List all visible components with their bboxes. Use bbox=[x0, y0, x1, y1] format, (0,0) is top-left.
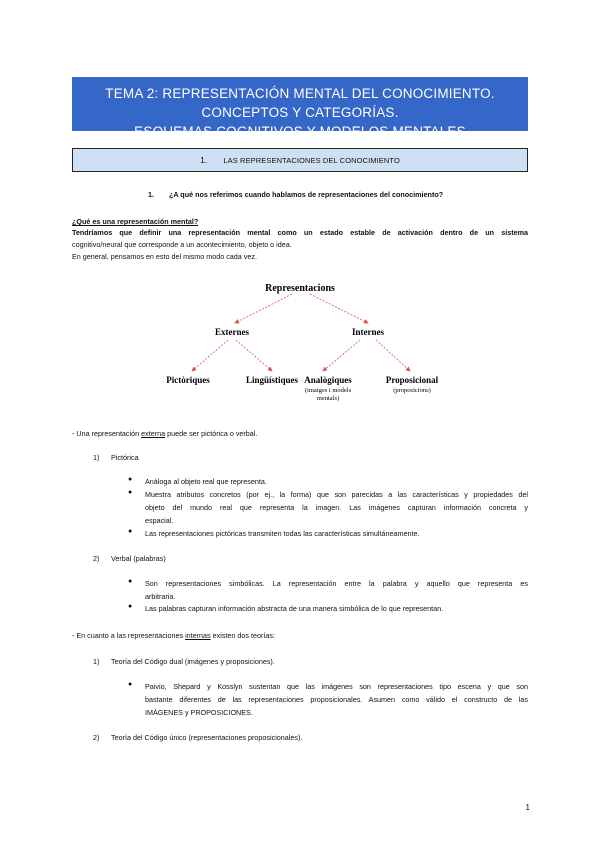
question-text: ¿A qué nos referimos cuando hablamos de representaciones del conocimiento? bbox=[169, 190, 444, 199]
title-line-1: TEMA 2: REPRESENTACIÓN MENTAL DEL CONOCIMIENTO. CONCEPTOS Y CATEGORÍAS. bbox=[105, 86, 495, 120]
diagram-pictoriques: Pictòriques bbox=[166, 375, 210, 385]
internas-line: - En cuanto a las representaciones internas existen dos teorías: bbox=[72, 631, 275, 640]
pictorica-bullet-2-cont: objeto del mundo real que representa la imagen. Las imágenes capturan información concreta y bbox=[145, 503, 528, 512]
paragraph-definition: Tendríamos que definir una representación mental como un estado estable de activación dentro de un sistema bbox=[72, 228, 528, 237]
verbal-bullet-1: Son representaciones simbólicas. La representación entre la palabra y aquello que representa es bbox=[145, 579, 528, 588]
pictorica-bullet-2: Muestra atributos concretos (por ej., la forma) que son parecidas a las características y propiedades del bbox=[145, 490, 528, 499]
document-title bbox=[72, 77, 528, 139]
pictorica-bullet-2-end: espacial. bbox=[145, 516, 174, 525]
arrow-externes-pictoriques bbox=[192, 340, 228, 371]
pictorica-label: Pictórica bbox=[111, 453, 139, 462]
verbal-bullet-1-cont: arbitraria. bbox=[145, 592, 176, 601]
question-number: 1. bbox=[148, 190, 154, 199]
dual-text-3: IMÁGENES y PROPOSICIONES. bbox=[145, 708, 253, 717]
section-header bbox=[72, 148, 528, 172]
subheading-representation: ¿Qué es una representación mental? bbox=[72, 217, 199, 226]
bullet-dot: ● bbox=[128, 603, 133, 610]
diagram-linguistiques: Lingüístiques bbox=[245, 375, 299, 385]
arrow-root-externes bbox=[235, 294, 292, 323]
bullet-dot: ● bbox=[128, 528, 133, 535]
verbal-number: 2) bbox=[93, 554, 100, 563]
dual-label: Teoría del Código dual (imágenes y proposiciones). bbox=[111, 657, 275, 666]
representations-diagram bbox=[150, 278, 450, 404]
diagram-proposicional-sub: (proposicions) bbox=[393, 387, 431, 394]
diagram-externes: Externes bbox=[215, 327, 249, 337]
dual-text-1: Paivio, Shepard y Kosslyn sustentan que las imágenes son representaciones tipo escena y que son bbox=[145, 682, 528, 691]
internas-word: internas bbox=[185, 631, 211, 640]
arrow-internes-proposicional bbox=[376, 340, 410, 371]
verbal-bullet-2: Las palabras capturan información abstracta de una manera simbólica de lo que representan. bbox=[145, 604, 444, 613]
bullet-dot: ● bbox=[128, 578, 133, 585]
dual-number: 1) bbox=[93, 657, 100, 666]
pictorica-bullet-3: Las representaciones pictóricas transmiten todas las características simultáneamente. bbox=[145, 529, 420, 538]
diagram-root: Representacions bbox=[265, 283, 335, 294]
pictorica-bullet-1: Análoga al objeto real que representa. bbox=[145, 477, 267, 486]
dual-text-2: bastante diferentes de las representaciones proposicionales. Asumen como válido el constructo de las bbox=[145, 695, 528, 704]
arrow-externes-linguistiques bbox=[236, 340, 272, 371]
unico-number: 2) bbox=[93, 733, 100, 742]
bullet-dot: ● bbox=[128, 489, 133, 496]
bullet-dot: ● bbox=[128, 476, 133, 483]
title-line-2: ESQUEMAS COGNITIVOS Y MODELOS MENTALES bbox=[134, 124, 466, 139]
unico-label: Teoría del Código único (representaciones proposicionales). bbox=[111, 733, 303, 742]
externa-line: - Una representación externa puede ser pictórica o verbal. bbox=[72, 429, 258, 438]
arrow-internes-analogiques bbox=[323, 340, 360, 371]
paragraph-general: En general, pensamos en esto del mismo modo cada vez. bbox=[72, 252, 257, 261]
verbal-label: Verbal (palabras) bbox=[111, 554, 166, 563]
diagram-analogiques: Analògiques bbox=[304, 375, 352, 385]
bullet-dot: ● bbox=[128, 681, 133, 688]
externa-word: externa bbox=[141, 429, 166, 438]
section-number: 1. bbox=[200, 155, 208, 165]
diagram-internes: Internes bbox=[352, 327, 384, 337]
diagram-analogiques-sub2: mentals) bbox=[316, 395, 340, 402]
arrow-root-internes bbox=[310, 294, 368, 323]
diagram-proposicional: Proposicional bbox=[385, 375, 439, 385]
section-label: LAS REPRESENTACIONES DEL CONOCIMIENTO bbox=[223, 156, 400, 165]
paragraph-definition-cont: cognitivo/neural que corresponde a un acontecimiento, objeto o idea. bbox=[72, 240, 292, 249]
diagram-analogiques-sub1: (imatges i models bbox=[304, 387, 352, 394]
page-number: 1 bbox=[525, 803, 530, 812]
pictorica-number: 1) bbox=[93, 453, 100, 462]
